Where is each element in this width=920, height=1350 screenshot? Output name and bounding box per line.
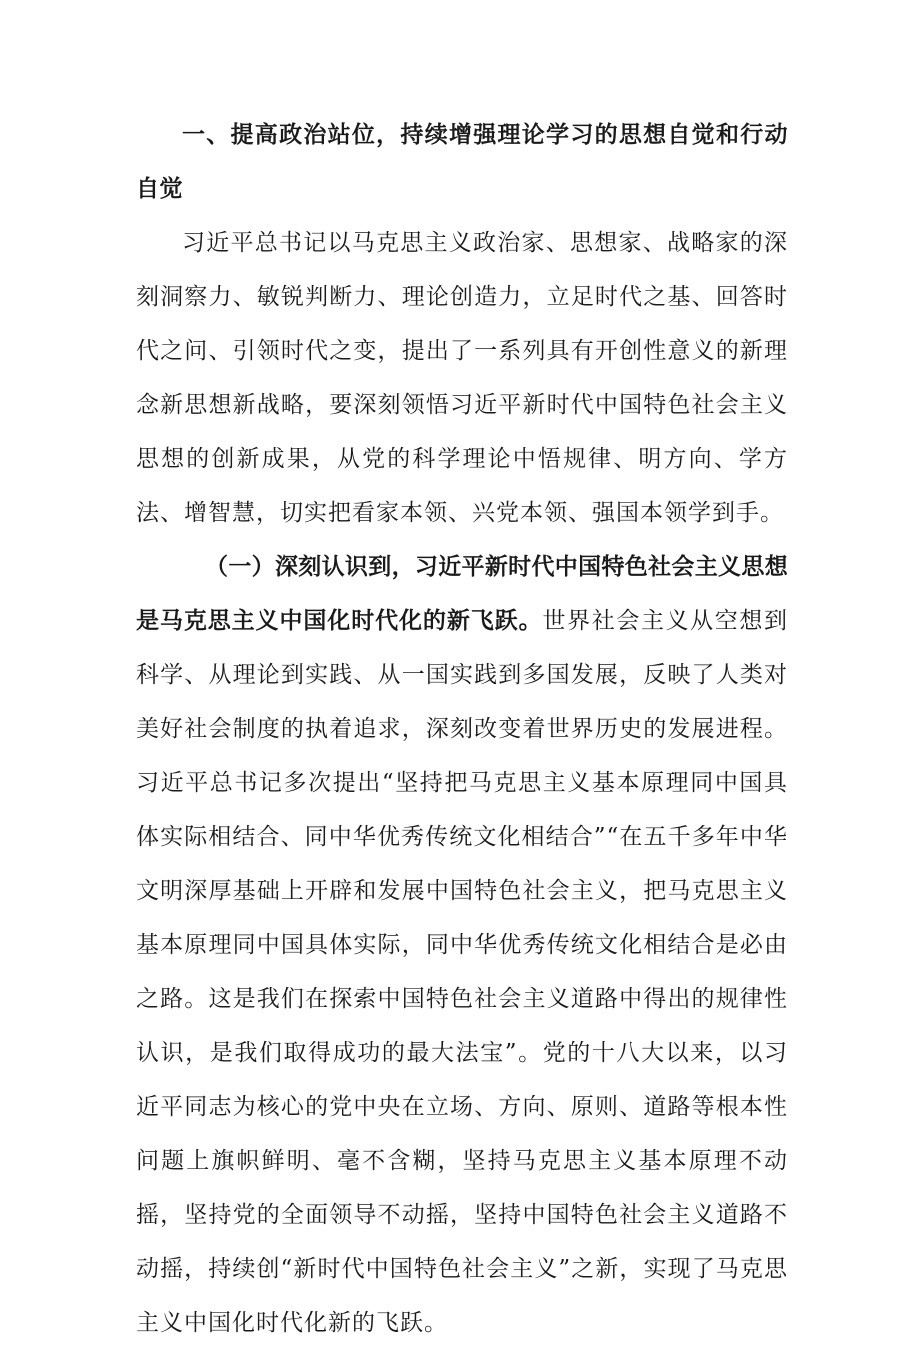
intro-paragraph: 习近平总书记以马克思主义政治家、思想家、战略家的深刻洞察力、敏锐判断力、理论创造力，立足时代之基、回答时代之问、引领时代之变，提出了一系列具有开创性意义的新理念新思想新战略，要深刻领悟习近平新时代中国特色社会主义思想的创新成果，从党的科学理论中悟规律、明方向、学方法、增智慧，切实把看家本领、兴党本领、强国本领学到手。 [136, 230, 788, 526]
subsection-paragraph [136, 540, 788, 1350]
subsection-lead: （一）深刻认识到，习近平新时代中国特色社会主义思想是马克思主义中国化时代化的新飞跃。 [136, 554, 788, 634]
document-body [136, 108, 788, 1350]
subsection-body: 世界社会主义从空想到科学、从理论到实践、从一国实践到多国发展，反映了人类对美好社会制度的执着追求，深刻改变着世界历史的发展进程。习近平总书记多次提出“坚持把马克思主义基本原理同中国具体实际相结合、同中华优秀传统文化相结合”“在五千多年中华文明深厚基础上开辟和发展中国特色社会主义，把马克思主义基本原理同中国具体实际，同中华优秀传统文化相结合是必由之路。这是我们在探索中国特色社会主义道路中得出的规律性认识，是我们取得成功的最大法宝”。党的十八大以来，以习近平同志为核心的党中央在立场、方向、原则、道路等根本性问题上旗帜鲜明、毫不含糊，坚持马克思主义基本原理不动摇，坚持党的全面领导不动摇，坚持中国特色社会主义道路不动摇，持续创“新时代中国特色社会主义”之新，实现了马克思主义中国化时代化新的飞跃。 [136, 608, 789, 1336]
section-heading: 一、提高政治站位，持续增强理论学习的思想自觉和行动自觉 [136, 122, 788, 202]
